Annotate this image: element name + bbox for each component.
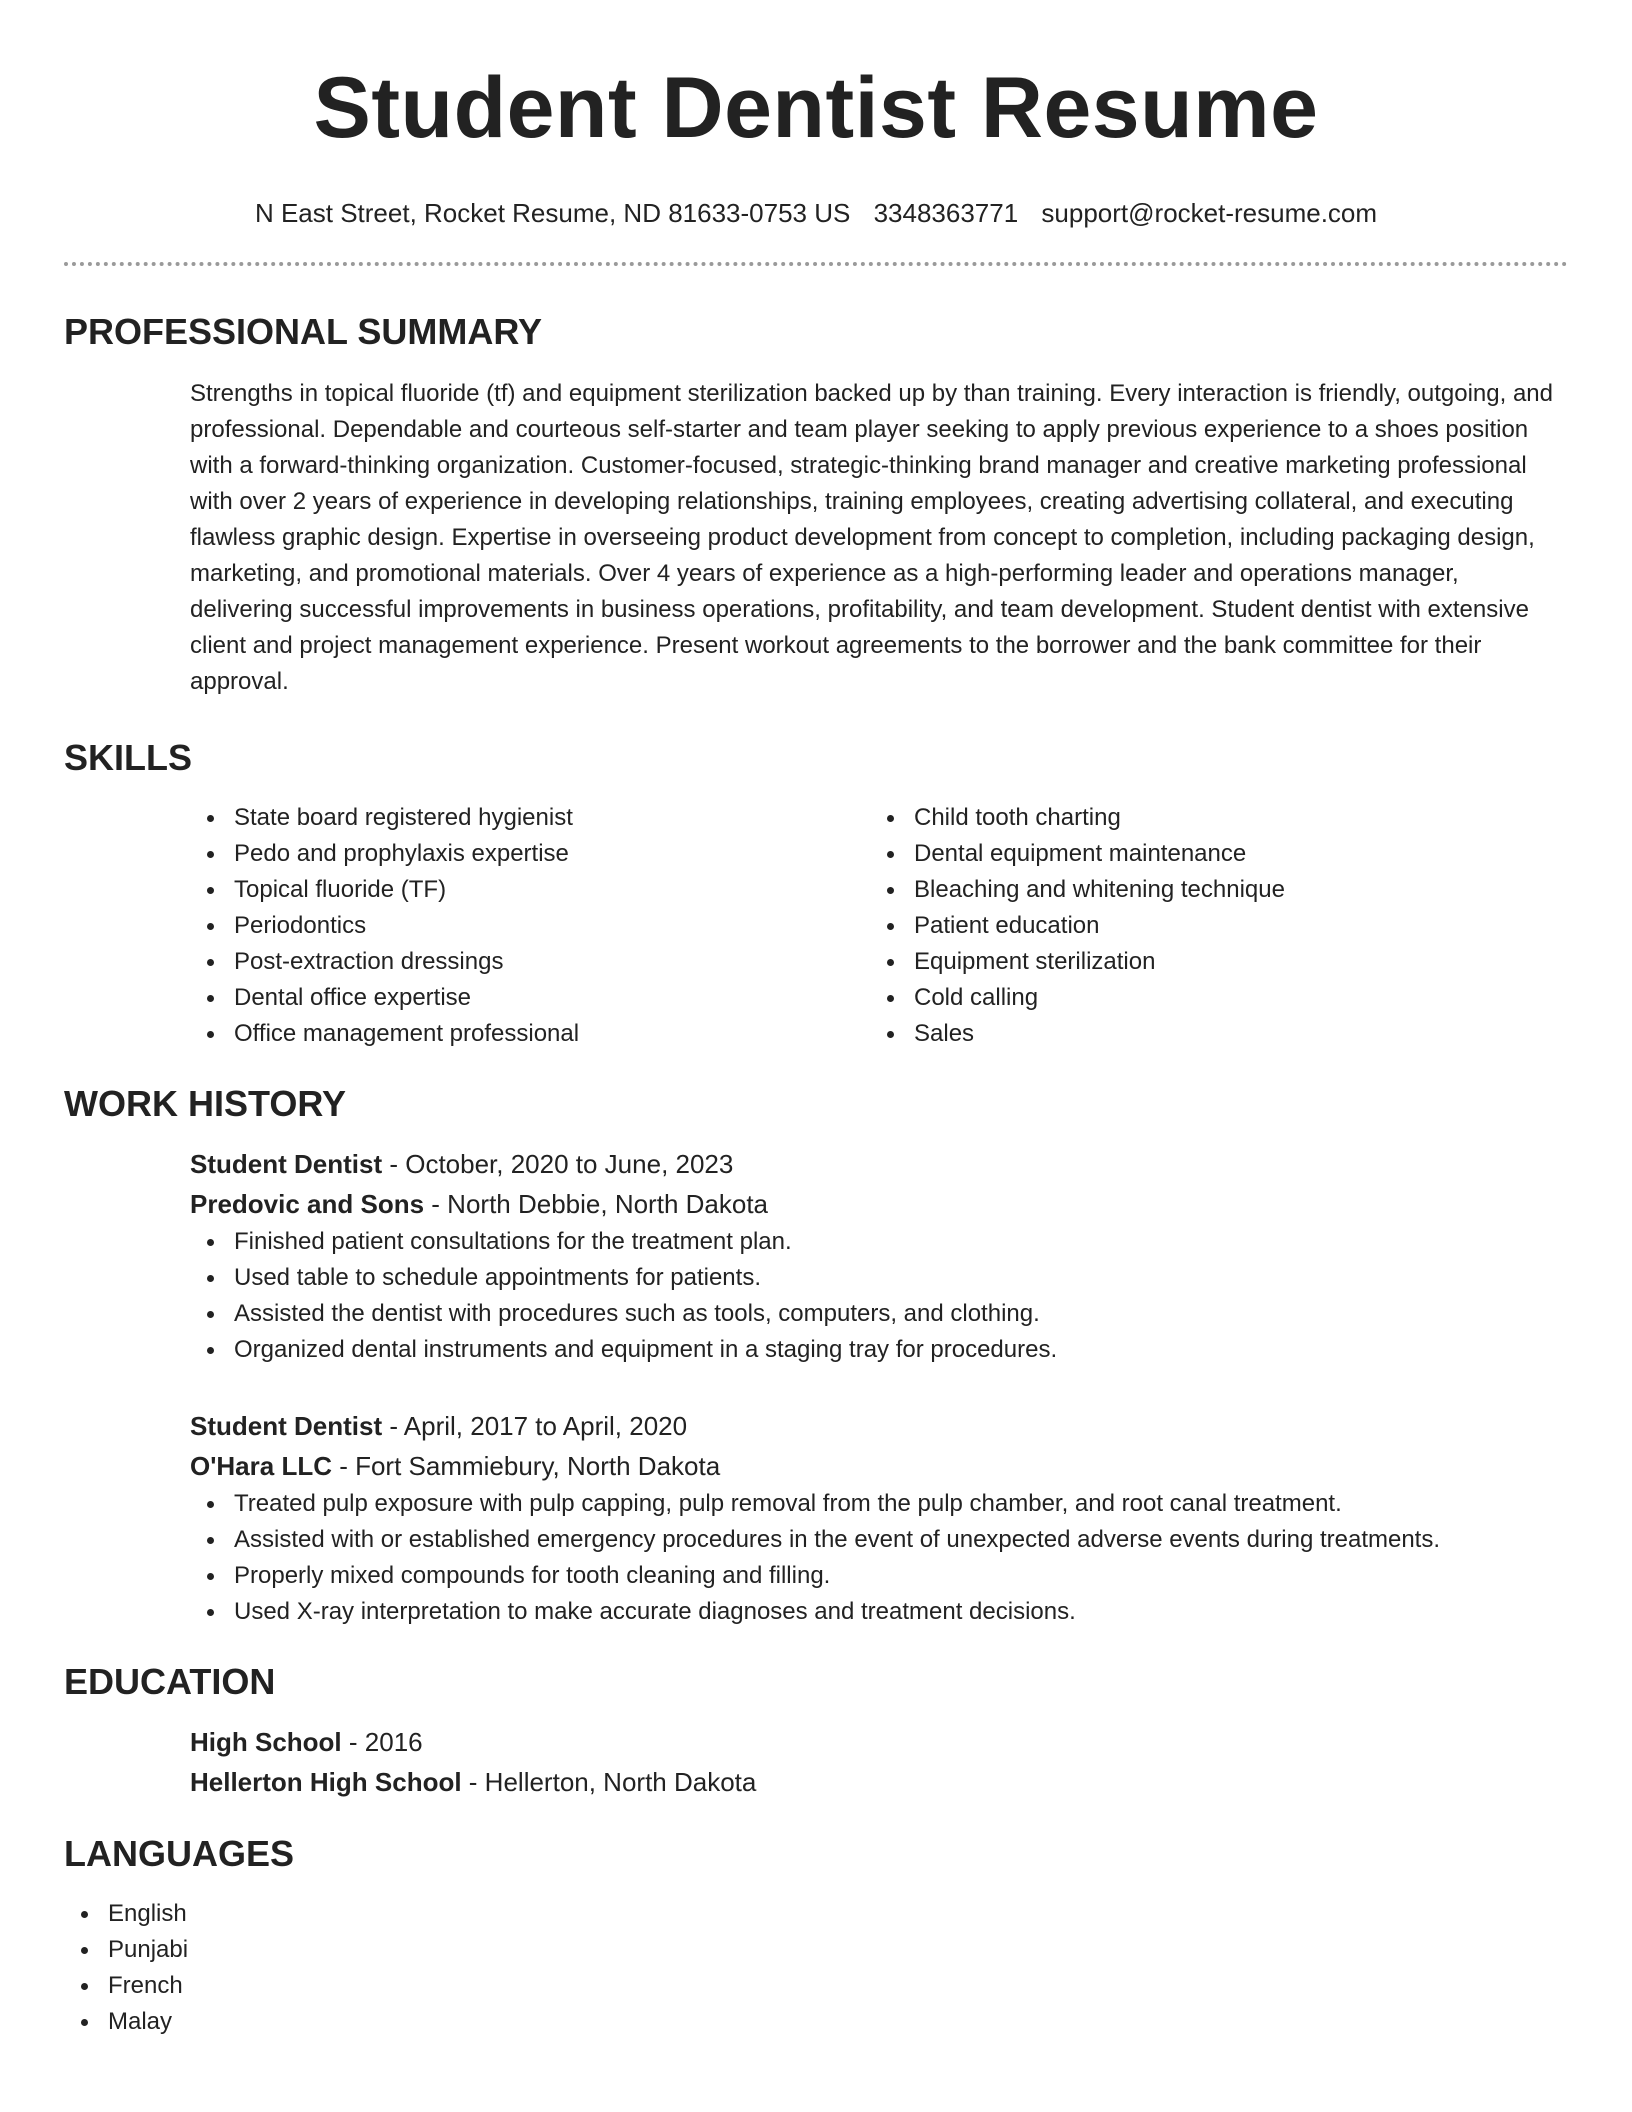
job-company-line [190,1446,1568,1486]
contact-address: N East Street, Rocket Resume, ND 81633-0753 US [254,198,851,228]
education-school-line [190,1762,1568,1802]
skills-left-list [190,800,870,1052]
job-bullet: Used table to schedule appointments for patients. [190,1260,1568,1296]
job-dates: - October, 2020 to June, 2023 [382,1149,734,1179]
job-location: - Fort Sammiebury, North Dakota [331,1451,721,1481]
language-item: Malay [64,2004,1568,2040]
education-year: - 2016 [341,1727,423,1757]
education-degree: High School [190,1727,342,1757]
skill-item: Cold calling [870,980,1550,1016]
skill-item: Patient education [870,908,1550,944]
summary-section [64,310,1568,700]
skill-item: Child tooth charting [870,800,1550,836]
job-bullet: Organized dental instruments and equipment in a staging tray for procedures. [190,1332,1568,1368]
job-bullet: Finished patient consultations for the treatment plan. [190,1224,1568,1260]
job-entry [190,1406,1568,1630]
language-item: French [64,1968,1568,2004]
summary-text: Strengths in topical fluoride (tf) and equipment sterilization backed up by than training. Every interaction is friendly, outgoing, and professional. Dependable and courteous self-starter and team player seeking to apply previous experience to a shoes position with a forward-thinking organization. Customer-focused, strategic-thinking brand manager and creative marketing professional with over 2 years of experience in developing relationships, training employees, creating advertising collateral, and executing flawless graphic design. Expertise in overseeing product development from concept to completion, including packaging design, marketing, and promotional materials. Over 4 years of experience as a high-performing leader and operations manager, delivering successful improvements in business operations, profitability, and team development. Student dentist with extensive client and project management experience. Present workout agreements to the borrower and the bank committee for their approval. [190,380,1553,695]
education-school: Hellerton High School [190,1767,462,1797]
job-role: Student Dentist [190,1411,383,1441]
education-entry [190,1722,1568,1802]
job-company-line [190,1184,1568,1224]
skill-item: Topical fluoride (TF) [190,872,870,908]
job-title-line [190,1144,1568,1184]
job-bullet: Assisted with or established emergency procedures in the event of unexpected adverse events during treatments. [190,1522,1568,1558]
job-dates: - April, 2017 to April, 2020 [382,1411,688,1441]
job-location: - North Debbie, North Dakota [424,1189,769,1219]
resume-title: Student Dentist Resume [313,60,1319,156]
job-bullets [190,1486,1568,1630]
education-location: - Hellerton, North Dakota [461,1767,757,1797]
job-bullets [190,1224,1568,1368]
work-heading: WORK HISTORY [64,1083,347,1124]
skill-item: Periodontics [190,908,870,944]
skill-item: Pedo and prophylaxis expertise [190,836,870,872]
skill-item: Dental office expertise [190,980,870,1016]
languages-heading: LANGUAGES [64,1833,295,1874]
job-title-line [190,1406,1568,1446]
job-company: O'Hara LLC [190,1451,332,1481]
skills-grid [190,800,1568,1052]
job-bullet: Assisted the dentist with procedures such as tools, computers, and clothing. [190,1296,1568,1332]
education-degree-line [190,1722,1568,1762]
contact-email: support@rocket-resume.com [1041,198,1378,228]
language-item: English [64,1896,1568,1932]
skills-section [64,736,1568,1052]
skills-right-list [870,800,1550,1052]
job-entry [190,1144,1568,1368]
skill-item: Dental equipment maintenance [870,836,1550,872]
contact-phone: 3348363771 [873,198,1019,228]
job-bullet: Treated pulp exposure with pulp capping, pulp removal from the pulp chamber, and root canal treatment. [190,1486,1568,1522]
language-item: Punjabi [64,1932,1568,1968]
skills-heading: SKILLS [64,737,193,778]
job-bullet: Used X-ray interpretation to make accurate diagnoses and treatment decisions. [190,1594,1568,1630]
education-heading: EDUCATION [64,1661,276,1702]
job-role: Student Dentist [190,1149,383,1179]
summary-heading: PROFESSIONAL SUMMARY [64,311,543,352]
skill-item: Sales [870,1016,1550,1052]
job-company: Predovic and Sons [190,1189,425,1219]
skill-item: Office management professional [190,1016,870,1052]
languages-list [64,1896,1568,2040]
skill-item: Post-extraction dressings [190,944,870,980]
job-bullet: Properly mixed compounds for tooth cleaning and filling. [190,1558,1568,1594]
resume-page [64,0,1568,2040]
languages-section [64,1832,1568,2040]
skill-item: Equipment sterilization [870,944,1550,980]
skill-item: Bleaching and whitening technique [870,872,1550,908]
education-section [64,1660,1568,1802]
contact-line [64,196,1568,230]
skill-item: State board registered hygienist [190,800,870,836]
work-section [64,1082,1568,1630]
header-divider [64,262,1568,266]
